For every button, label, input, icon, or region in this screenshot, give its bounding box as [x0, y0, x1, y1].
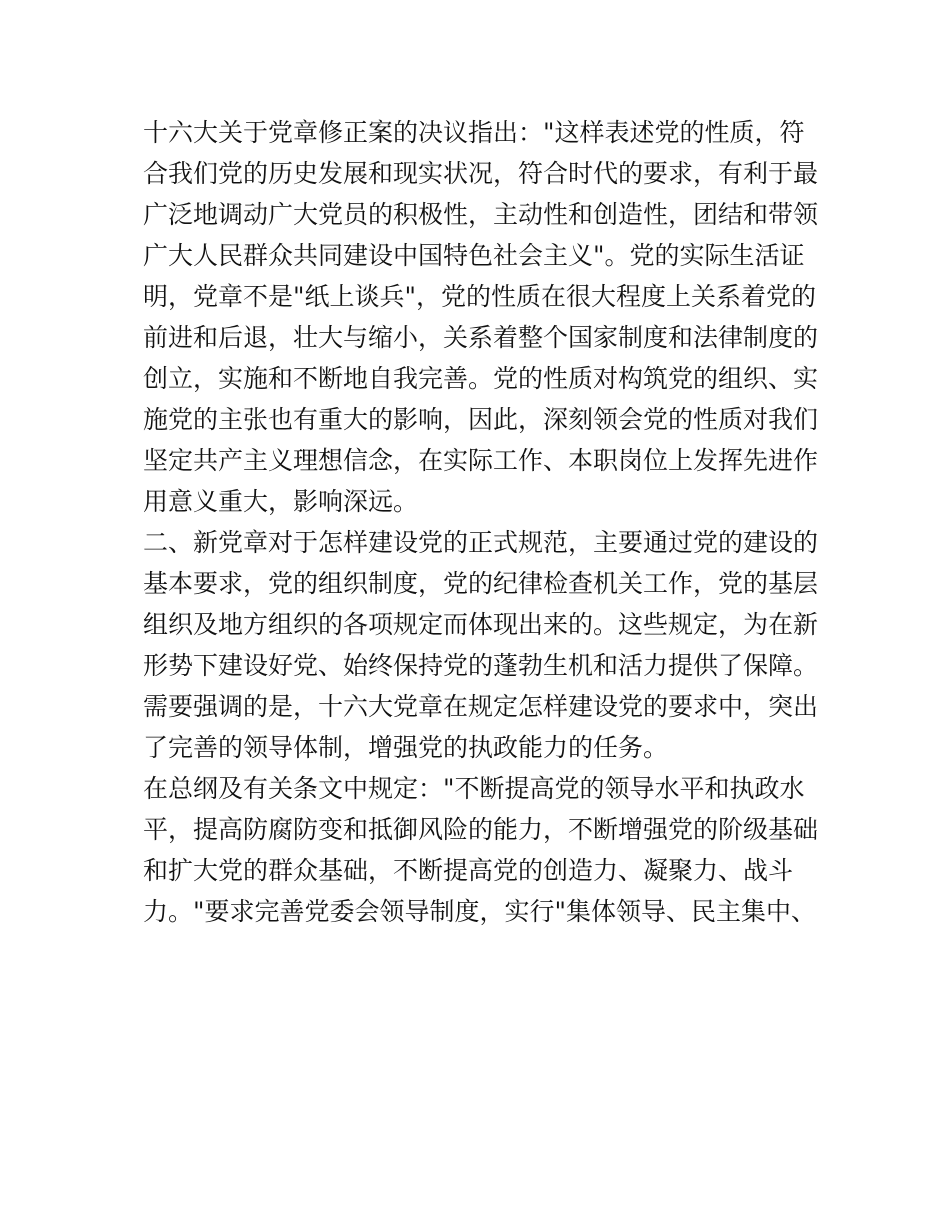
- text-line: 明，党章不是"纸上谈兵"，党的性质在很大程度上关系着党的: [143, 282, 817, 311]
- text-line: 需要强调的是，十六大党章在规定怎样建设党的要求中，突出: [143, 692, 819, 721]
- text-line: 和扩大党的群众基础，不断提高党的创造力、凝聚力、战斗: [143, 856, 794, 885]
- document-body: [143, 112, 823, 932]
- text-line: 了完善的领导体制，增强党的执政能力的任务。: [143, 733, 669, 762]
- text-line: 平，提高防腐防变和抵御风险的能力，不断增强党的阶级基础: [143, 815, 819, 844]
- text-line: 合我们党的历史发展和现实状况，符合时代的要求，有利于最: [143, 159, 819, 188]
- text-line: 广泛地调动广大党员的积极性，主动性和创造性，团结和带领: [143, 200, 819, 229]
- text-line: 十六大关于党章修正案的决议指出："这样表述党的性质，符: [143, 118, 805, 147]
- text-line: 广大人民群众共同建设中国特色社会主义"。党的实际生活证: [143, 241, 805, 270]
- text-line: 力。"要求完善党委会领导制度，实行"集体领导、民主集中、: [143, 897, 817, 926]
- text-line: 坚定共产主义理想信念，在实际工作、本职岗位上发挥先进作: [143, 446, 819, 475]
- text-line: 二、新党章对于怎样建设党的正式规范，主要通过党的建设的: [143, 528, 819, 557]
- text-line: 施党的主张也有重大的影响，因此，深刻领会党的性质对我们: [143, 405, 819, 434]
- text-line: 前进和后退，壮大与缩小，关系着整个国家制度和法律制度的: [143, 323, 819, 352]
- text-line: 创立，实施和不断地自我完善。党的性质对构筑党的组织、实: [143, 364, 819, 393]
- text-line: 基本要求，党的组织制度，党的纪律检查机关工作，党的基层: [143, 569, 819, 598]
- text-line: 用意义重大，影响深远。: [143, 487, 419, 516]
- text-line: 组织及地方组织的各项规定而体现出来的。这些规定，为在新: [143, 610, 819, 639]
- text-line: 形势下建设好党、始终保持党的蓬勃生机和活力提供了保障。: [143, 651, 819, 680]
- text-line: 在总纲及有关条文中规定："不断提高党的领导水平和执政水: [143, 774, 805, 803]
